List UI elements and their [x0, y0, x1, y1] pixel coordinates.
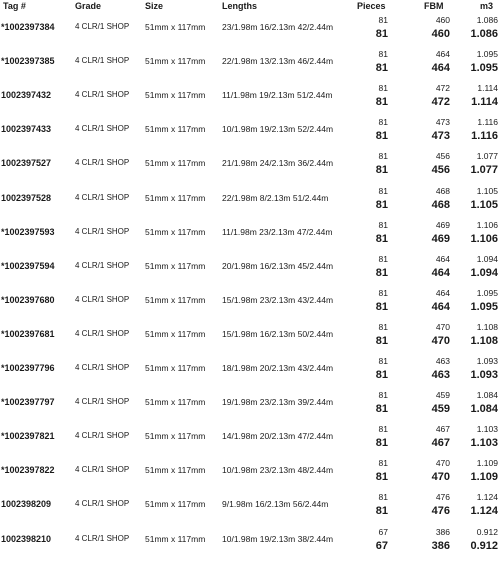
pieces-total-cell: 81	[375, 471, 388, 484]
pieces-cell: 81	[378, 15, 388, 25]
size-cell: 51mm x 117mm	[145, 158, 206, 169]
size-cell: 51mm x 117mm	[145, 56, 206, 67]
grade-cell: 4 CLR/1 SHOP	[75, 533, 130, 543]
header-tag: Tag #	[3, 1, 26, 11]
fbm-cell: 472	[435, 83, 450, 94]
m3-cell: 1.103	[476, 424, 498, 435]
pieces-total-cell: 81	[375, 96, 388, 109]
pieces-cell: 81	[378, 117, 388, 128]
fbm-cell: 467	[435, 424, 450, 435]
tag-cell: *1002397385	[1, 56, 55, 67]
fbm-cell: 460	[435, 15, 450, 25]
pieces-cell: 81	[378, 458, 388, 469]
fbm-total-cell: 470	[431, 471, 450, 484]
grade-cell: 4 CLR/1 SHOP	[75, 294, 130, 304]
fbm-cell: 456	[435, 151, 450, 162]
pieces-cell: 81	[378, 321, 388, 332]
pieces-total-cell: 81	[375, 198, 388, 211]
pieces-total-cell: 81	[375, 334, 388, 347]
header-grade: Grade	[75, 1, 102, 11]
pieces-cell: 81	[378, 253, 388, 264]
m3-cell: 1.114	[477, 83, 498, 94]
size-cell: 51mm x 117mm	[145, 22, 206, 32]
m3-cell: 1.109	[476, 458, 498, 469]
pieces-total-cell: 81	[375, 403, 388, 416]
m3-total-cell: 1.116	[471, 130, 498, 143]
grade-cell: 4 CLR/1 SHOP	[75, 465, 130, 475]
fbm-total-cell: 472	[431, 96, 450, 109]
size-cell: 51mm x 117mm	[145, 363, 206, 373]
table-row	[0, 492, 502, 526]
grade-cell: 4 CLR/1 SHOP	[75, 363, 130, 372]
pieces-total-cell: 81	[375, 130, 388, 143]
m3-total-cell: 1.095	[470, 62, 498, 75]
table-row	[0, 151, 502, 185]
m3-total-cell: 1.108	[470, 334, 498, 347]
fbm-cell: 463	[435, 356, 450, 366]
pieces-cell: 81	[378, 219, 388, 230]
header-lengths: Lengths	[222, 1, 257, 11]
grade-cell: 4 CLR/1 SHOP	[75, 431, 130, 441]
fbm-cell: 476	[435, 492, 450, 503]
pieces-total-cell: 81	[375, 300, 388, 313]
tag-cell: 1002398209	[1, 499, 52, 510]
fbm-total-cell: 456	[431, 164, 450, 177]
pieces-cell: 81	[378, 287, 388, 298]
m3-cell: 1.108	[476, 321, 498, 332]
m3-total-cell: 1.094	[470, 266, 498, 279]
fbm-cell: 470	[435, 321, 450, 332]
m3-cell: 1.077	[476, 151, 498, 162]
pieces-cell: 81	[378, 356, 388, 366]
size-cell: 51mm x 117mm	[145, 260, 206, 271]
m3-cell: 1.095	[476, 287, 498, 298]
m3-cell: 1.095	[476, 49, 498, 60]
table-row	[0, 254, 502, 288]
fbm-total-cell: 468	[431, 198, 450, 211]
m3-cell: 1.086	[476, 15, 498, 25]
tag-cell: *1002397821	[1, 431, 55, 442]
fbm-total-cell: 469	[431, 232, 450, 245]
lengths-cell: 9/1.98m 16/2.13m 56/2.44m	[222, 499, 329, 510]
m3-total-cell: 1.086	[470, 28, 498, 40]
tag-cell: 1002397527	[1, 158, 52, 169]
size-cell: 51mm x 117mm	[145, 431, 206, 442]
fbm-cell: 459	[435, 390, 450, 401]
size-cell: 51mm x 117mm	[145, 397, 206, 408]
m3-total-cell: 1.109	[470, 471, 498, 484]
m3-cell: 1.094	[476, 253, 498, 264]
fbm-total-cell: 460	[431, 28, 450, 40]
m3-total-cell: 1.105	[470, 198, 498, 211]
tag-cell: 1002398210	[1, 533, 52, 544]
m3-total-cell: 1.093	[470, 369, 498, 381]
pieces-cell: 81	[378, 151, 388, 162]
fbm-total-cell: 463	[431, 369, 450, 381]
m3-total-cell: 1.095	[470, 300, 498, 313]
table-row	[0, 322, 502, 356]
grade-cell: 4 CLR/1 SHOP	[75, 124, 130, 134]
grade-cell: 4 CLR/1 SHOP	[75, 158, 130, 168]
grade-cell: 4 CLR/1 SHOP	[75, 192, 130, 202]
fbm-cell: 386	[435, 526, 450, 537]
size-cell: 51mm x 117mm	[145, 499, 206, 510]
pieces-cell: 81	[378, 390, 388, 401]
lengths-cell: 21/1.98m 24/2.13m 36/2.44m	[222, 158, 334, 169]
header-size: Size	[145, 1, 164, 11]
lengths-cell: 10/1.98m 23/2.13m 48/2.44m	[222, 465, 334, 476]
fbm-total-cell: 464	[431, 300, 450, 313]
fbm-cell: 464	[435, 287, 450, 298]
table-row	[0, 15, 502, 49]
pieces-total-cell: 81	[375, 437, 388, 450]
size-cell: 51mm x 117mm	[145, 533, 206, 544]
lengths-cell: 20/1.98m 16/2.13m 45/2.44m	[222, 260, 334, 271]
fbm-cell: 464	[435, 49, 450, 60]
table-row	[0, 186, 502, 220]
m3-cell: 1.106	[476, 219, 498, 230]
tag-cell: 1002397528	[1, 192, 52, 203]
size-cell: 51mm x 117mm	[145, 90, 206, 101]
pieces-total-cell: 81	[375, 232, 388, 245]
lengths-cell: 15/1.98m 23/2.13m 43/2.44m	[222, 294, 334, 305]
pieces-cell: 67	[378, 526, 388, 537]
pieces-total-cell: 81	[375, 505, 388, 518]
table-row	[0, 49, 502, 83]
lengths-cell: 10/1.98m 19/2.13m 52/2.44m	[222, 124, 334, 135]
m3-cell: 1.105	[476, 185, 498, 196]
header-m3: m3	[480, 1, 494, 11]
m3-cell: 1.124	[476, 492, 498, 503]
m3-total-cell: 1.124	[470, 505, 498, 518]
m3-cell: 1.093	[476, 356, 498, 366]
m3-total-cell: 1.103	[470, 437, 498, 450]
table-row	[0, 117, 502, 151]
pieces-cell: 81	[378, 185, 388, 196]
size-cell: 51mm x 117mm	[145, 465, 206, 476]
m3-total-cell: 1.106	[470, 232, 498, 245]
table-row	[0, 220, 502, 254]
pieces-cell: 81	[378, 424, 388, 435]
table-row	[0, 83, 502, 117]
m3-total-cell: 1.077	[470, 164, 498, 177]
fbm-total-cell: 476	[431, 505, 450, 518]
grade-cell: 4 CLR/1 SHOP	[75, 90, 130, 100]
lengths-cell: 22/1.98m 8/2.13m 51/2.44m	[222, 192, 329, 203]
table-row	[0, 390, 502, 424]
grade-cell: 4 CLR/1 SHOP	[75, 22, 130, 31]
tag-cell: *1002397681	[1, 328, 55, 339]
m3-total-cell: 1.084	[470, 403, 498, 416]
fbm-total-cell: 467	[431, 437, 450, 450]
table-row	[0, 356, 502, 390]
pieces-cell: 81	[378, 49, 388, 60]
table-row	[0, 288, 502, 322]
table-row	[0, 424, 502, 458]
fbm-total-cell: 459	[431, 403, 450, 416]
m3-total-cell: 1.114	[471, 96, 498, 109]
size-cell: 51mm x 117mm	[145, 328, 206, 339]
table-row	[0, 458, 502, 492]
fbm-total-cell: 470	[431, 334, 450, 347]
size-cell: 51mm x 117mm	[145, 124, 206, 135]
header-fbm: FBM	[424, 1, 444, 11]
tag-cell: *1002397680	[1, 294, 55, 305]
tag-cell: *1002397593	[1, 226, 55, 237]
lengths-cell: 22/1.98m 13/2.13m 46/2.44m	[222, 56, 334, 67]
fbm-total-cell: 386	[431, 539, 450, 552]
fbm-cell: 468	[435, 185, 450, 196]
tag-cell: 1002397433	[1, 124, 52, 135]
fbm-cell: 469	[435, 219, 450, 230]
lengths-cell: 10/1.98m 19/2.13m 38/2.44m	[222, 533, 334, 544]
header-pieces: Pieces	[357, 1, 386, 11]
tag-cell: *1002397796	[1, 363, 55, 373]
tag-cell: *1002397822	[1, 465, 55, 476]
grade-cell: 4 CLR/1 SHOP	[75, 328, 130, 338]
fbm-total-cell: 464	[431, 62, 450, 75]
fbm-cell: 464	[435, 253, 450, 264]
m3-cell: 1.116	[477, 117, 498, 128]
pieces-total-cell: 81	[375, 266, 388, 279]
tag-cell: *1002397594	[1, 260, 55, 271]
size-cell: 51mm x 117mm	[145, 226, 206, 237]
fbm-cell: 470	[435, 458, 450, 469]
lengths-cell: 11/1.98m 23/2.13m 47/2.44m	[222, 226, 333, 237]
m3-cell: 1.084	[476, 390, 498, 401]
lengths-cell: 11/1.98m 19/2.13m 51/2.44m	[222, 90, 333, 101]
pieces-cell: 81	[378, 492, 388, 503]
pieces-cell: 81	[378, 83, 388, 94]
table-row	[0, 527, 502, 561]
lengths-cell: 23/1.98m 16/2.13m 42/2.44m	[222, 22, 334, 32]
lengths-cell: 15/1.98m 16/2.13m 50/2.44m	[222, 328, 334, 339]
tag-cell: *1002397797	[1, 397, 55, 408]
grade-cell: 4 CLR/1 SHOP	[75, 397, 130, 407]
fbm-total-cell: 464	[431, 266, 450, 279]
pieces-total-cell: 67	[375, 539, 388, 552]
m3-cell: 0.912	[476, 526, 498, 537]
m3-total-cell: 0.912	[470, 539, 498, 552]
size-cell: 51mm x 117mm	[145, 294, 206, 305]
pieces-total-cell: 81	[375, 62, 388, 75]
pieces-total-cell: 81	[375, 164, 388, 177]
grade-cell: 4 CLR/1 SHOP	[75, 499, 130, 509]
grade-cell: 4 CLR/1 SHOP	[75, 260, 130, 270]
grade-cell: 4 CLR/1 SHOP	[75, 226, 130, 236]
fbm-cell: 473	[435, 117, 450, 128]
pieces-total-cell: 81	[375, 28, 388, 40]
fbm-total-cell: 473	[431, 130, 450, 143]
size-cell: 51mm x 117mm	[145, 192, 206, 203]
pieces-total-cell: 81	[375, 369, 388, 381]
tag-cell: *1002397384	[1, 22, 55, 32]
tag-cell: 1002397432	[1, 90, 52, 101]
lengths-cell: 19/1.98m 23/2.13m 39/2.44m	[222, 397, 334, 408]
lengths-cell: 18/1.98m 20/2.13m 43/2.44m	[222, 363, 334, 373]
grade-cell: 4 CLR/1 SHOP	[75, 56, 130, 66]
lengths-cell: 14/1.98m 20/2.13m 47/2.44m	[222, 431, 334, 442]
